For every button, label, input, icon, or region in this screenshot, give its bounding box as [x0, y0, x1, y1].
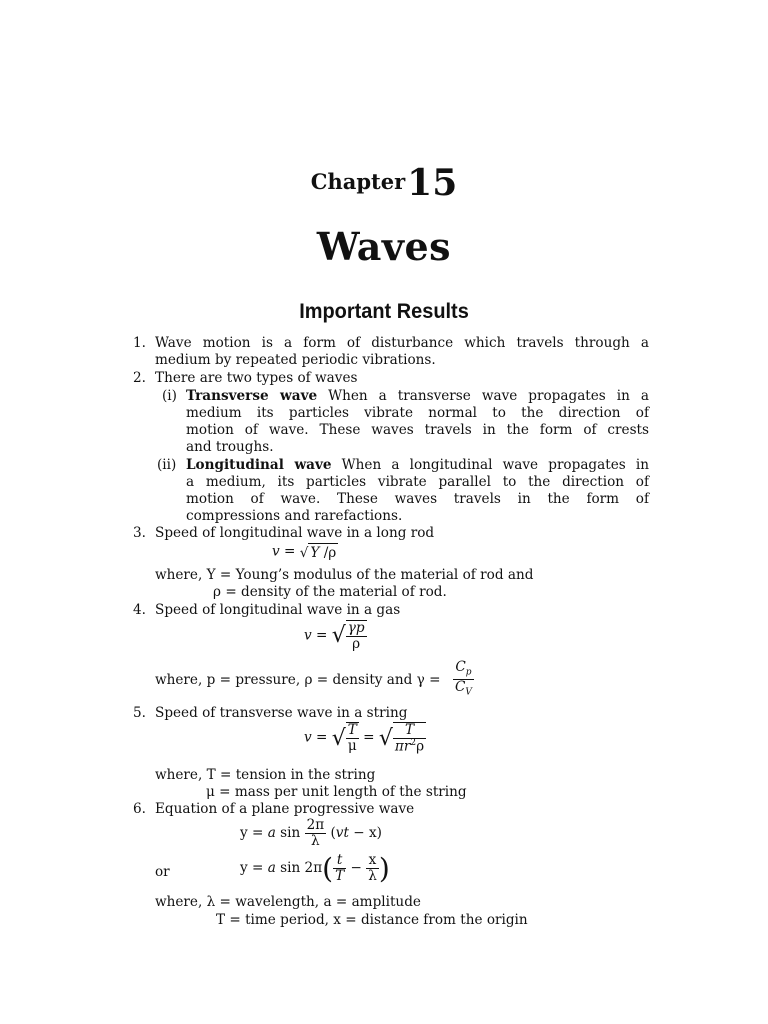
- chapter-word: Chapter: [310, 169, 406, 194]
- item-2ii-line-1-rest: When a longitudinal wave propagates in: [341, 457, 649, 473]
- item-4-where: where, p = pressure, ρ = density and γ =: [155, 672, 441, 688]
- item-2ii-line-4: compressions and rarefactions.: [186, 508, 403, 524]
- item-2i-line-1-rest: When a transverse wave propagates in a: [328, 388, 650, 404]
- item-2ii-line-2: a medium, its particles vibrate parallel to the direction of: [186, 474, 649, 490]
- item-6-number: 6.: [133, 801, 146, 817]
- item-2i-label: (i): [162, 388, 177, 404]
- item-4-line-1: Speed of longitudinal wave in a gas: [155, 602, 401, 618]
- formula-gas-speed: v = √ $\frac{\gamma p}{\rho}$: [304, 620, 365, 652]
- transverse-wave-term: Transverse wave: [186, 388, 318, 404]
- item-1-line-2: medium by repeated periodic vibrations.: [155, 352, 436, 368]
- item-2i-line-1: [186, 388, 649, 405]
- longitudinal-wave-term: Longitudinal wave: [186, 457, 332, 473]
- item-6-where-1: where, λ = wavelength, a = amplitude: [155, 894, 421, 910]
- section-subtitle: Important Results: [299, 300, 469, 323]
- item-5-where-1: where, T = tension in the string: [155, 767, 376, 783]
- chapter-heading: [0, 162, 768, 204]
- item-5-where-2: μ = mass per unit length of the string: [206, 784, 467, 800]
- item-2ii-label: (ii): [157, 457, 177, 473]
- item-3-where-2: ρ = density of the material of rod.: [213, 584, 447, 600]
- formula-string-speed: v = √ $\frac{T}{\mu}$ = √ $\frac{T}{\pi r^2\rho}$: [304, 722, 425, 755]
- item-2ii-line-3: motion of wave. These waves travels in the form of: [186, 491, 649, 507]
- item-2-line-1: There are two types of waves: [155, 370, 358, 386]
- item-2i-line-3: motion of wave. These waves travels in the form of crests: [186, 422, 649, 438]
- item-2i-line-2: medium its particles vibrate normal to the direction of: [186, 405, 649, 421]
- item-5-number: 5.: [133, 705, 146, 721]
- item-3-number: 3.: [133, 525, 146, 541]
- item-1-line-1: Wave motion is a form of disturbance which travels through a: [155, 335, 649, 351]
- formula-rod-speed: v = √ Y /ρ: [272, 543, 337, 561]
- chapter-number: 15: [407, 162, 458, 204]
- formula-gamma-ratio: $\frac{C_p}{C_V}$: [455, 659, 472, 698]
- formula-progressive-wave: y = a sin $\frac{2\pi}{\lambda}$ (vt − x): [240, 817, 382, 849]
- item-3-where-1: where, Y = Young’s modulus of the material of rod and: [155, 567, 534, 583]
- formula-progressive-wave-alt: y = a sin 2π( $\frac{t}{T}$ − $\frac{x}{\lambda}$ ): [240, 852, 390, 885]
- item-1-number: 1.: [133, 335, 146, 351]
- item-4-number: 4.: [133, 602, 146, 618]
- item-2-number: 2.: [133, 370, 146, 386]
- item-3-line-1: Speed of longitudinal wave in a long rod: [155, 525, 435, 541]
- item-2i-line-4: and troughs.: [186, 439, 274, 455]
- item-6-line-1: Equation of a plane progressive wave: [155, 801, 415, 817]
- item-6-or: or: [155, 864, 170, 880]
- item-5-line-1: Speed of transverse wave in a string: [155, 705, 408, 721]
- chapter-title: Waves: [316, 224, 452, 269]
- item-6-where-2: T = time period, x = distance from the origin: [216, 912, 528, 928]
- item-2ii-line-1: [186, 457, 649, 474]
